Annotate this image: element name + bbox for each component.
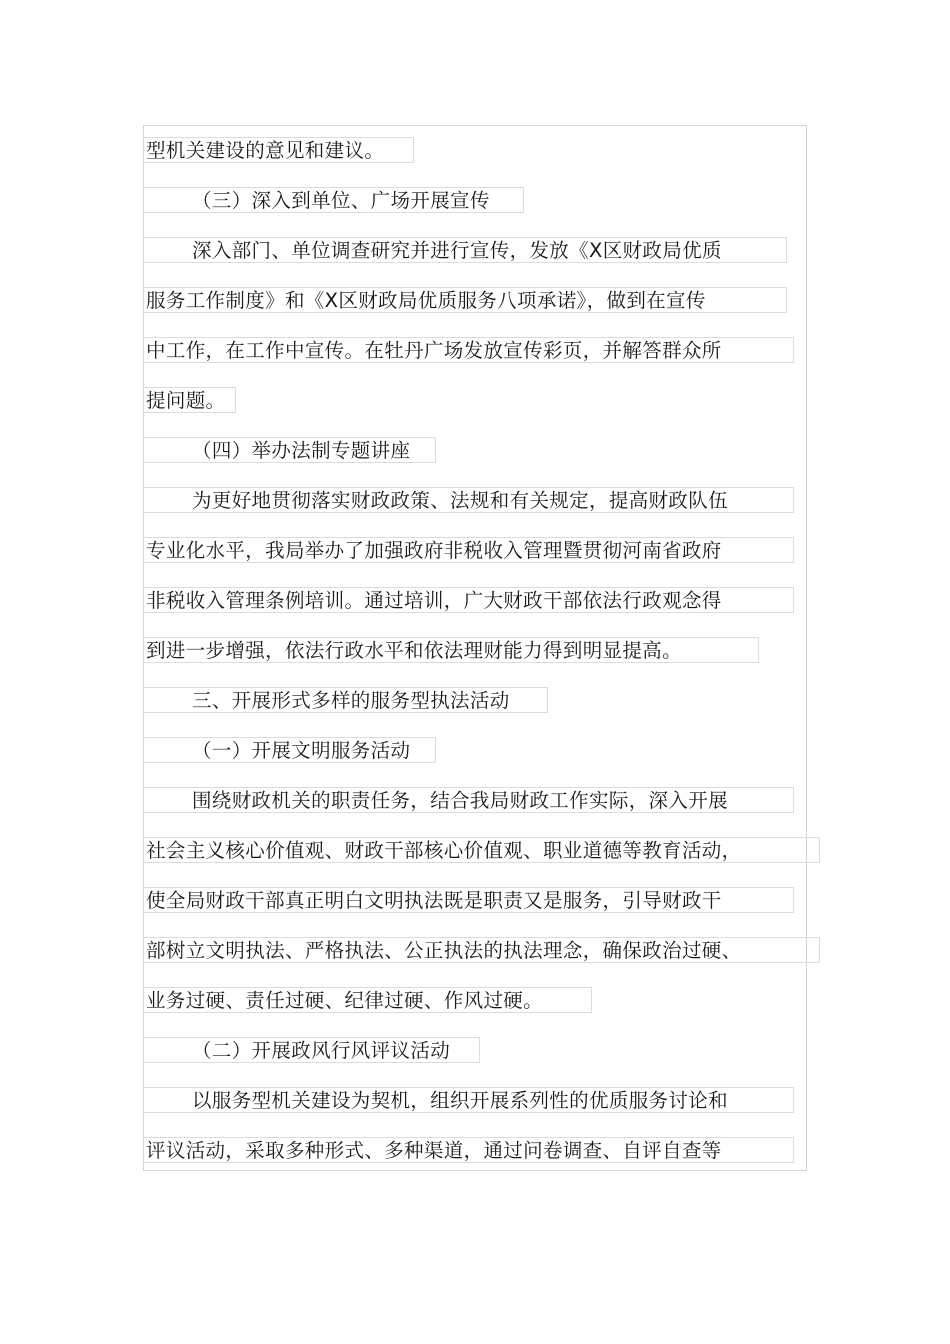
text-line: 服务工作制度》和《X区财政局优质服务八项承诺》，做到在宣传 <box>144 287 787 313</box>
text-line: 中工作，在工作中宣传。在牡丹广场发放宣传彩页，并解答群众所 <box>144 337 794 363</box>
section-heading: （一）开展文明服务活动 <box>144 737 436 763</box>
text-line: 提问题。 <box>144 387 236 413</box>
section-heading: （三）深入到单位、广场开展宣传 <box>144 187 524 213</box>
text-line: 评议活动，采取多种形式、多种渠道，通过问卷调查、自评自查等 <box>144 1137 794 1163</box>
text-line: 围绕财政机关的职责任务，结合我局财政工作实际，深入开展 <box>144 787 794 813</box>
text-line: 使全局财政干部真正明白文明执法既是职责又是服务，引导财政干 <box>144 887 794 913</box>
text-line: 型机关建设的意见和建议。 <box>144 137 414 163</box>
section-heading: （二）开展政风行风评议活动 <box>144 1037 480 1063</box>
text-line: 非税收入管理条例培训。通过培训，广大财政干部依法行政观念得 <box>144 587 794 613</box>
section-heading: （四）举办法制专题讲座 <box>144 437 436 463</box>
text-line: 专业化水平，我局举办了加强政府非税收入管理暨贯彻河南省政府 <box>144 537 794 563</box>
text-line: 到进一步增强，依法行政水平和依法理财能力得到明显提高。 <box>144 637 759 663</box>
section-heading: 三、开展形式多样的服务型执法活动 <box>144 687 548 713</box>
text-line: 为更好地贯彻落实财政政策、法规和有关规定，提高财政队伍 <box>144 487 794 513</box>
text-line: 以服务型机关建设为契机，组织开展系列性的优质服务讨论和 <box>144 1087 794 1113</box>
text-line: 业务过硬、责任过硬、纪律过硬、作风过硬。 <box>144 987 592 1013</box>
text-line: 深入部门、单位调查研究并进行宣传，发放《X区财政局优质 <box>144 237 787 263</box>
text-line: 部树立文明执法、严格执法、公正执法的执法理念，确保政治过硬、 <box>144 937 820 963</box>
text-line: 社会主义核心价值观、财政干部核心价值观、职业道德等教育活动， <box>144 837 820 863</box>
